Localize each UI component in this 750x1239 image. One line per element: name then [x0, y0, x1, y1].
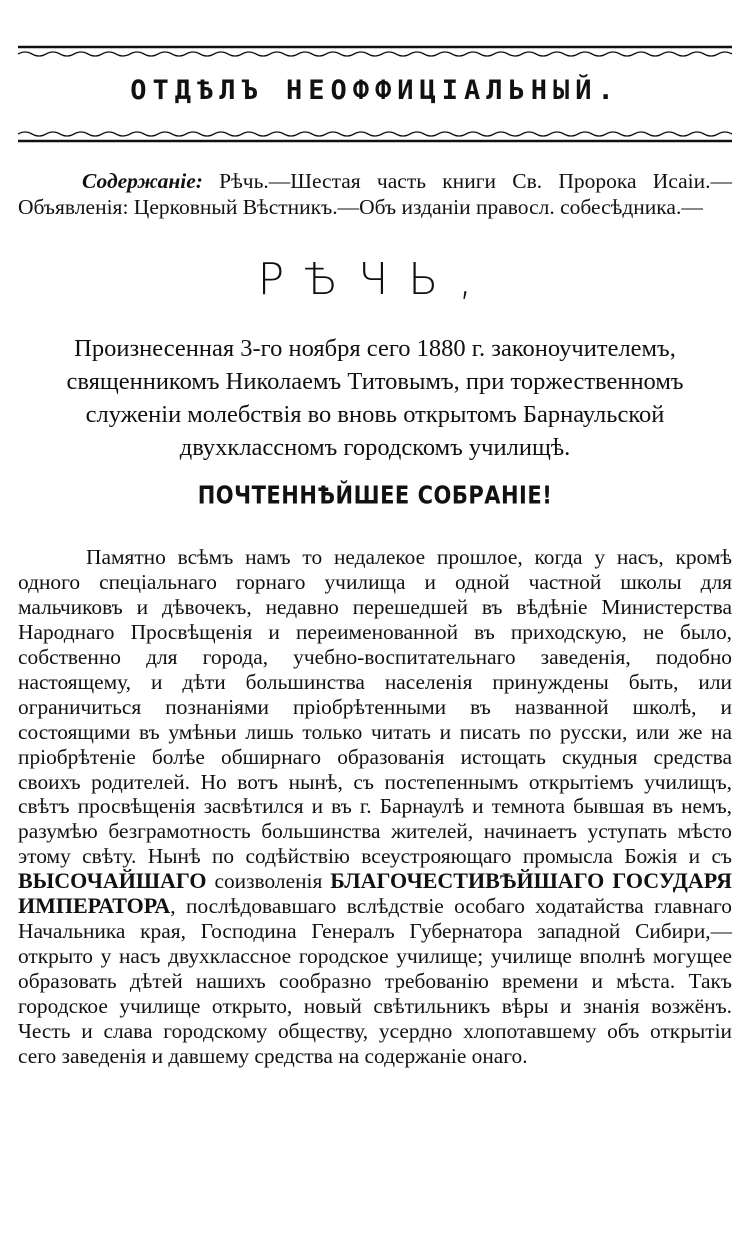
speech-subtitle: Произнесенная 3-го ноября сего 1880 г. законоучителемъ, священникомъ Николаемъ Титовымъ, при торжественномъ служеніи молебствія во вновь открытомъ Барнаульской двухклассномъ городскомъ училищѣ. — [66, 335, 684, 461]
paragraph-text-part1: Памятно всѣмъ намъ то недалекое прошлое, когда у насъ, кромѣ одного спеціальнаго горнаго училища и одной частной школы для мальчиковъ и дѣвочекъ, недавно перешедшей въ вѣдѣніе Министерства Народнаго Просвѣщенія и переименованной въ приходскую, не было, собственно для города, учебно-воспитательнаго заведенія, подобно настоящему, и дѣти большинства населенія принуждены быть, или ограничиться познаніями пріобрѣтенными въ названной школѣ, и состоящими въ умѣньи лишь только читать и писать по русски, или же на пріобрѣтеніе болѣе обширнаго образованія истощать скудныя средства своихъ родителей. Но вотъ нынѣ, съ постепеннымъ открытіемъ училищъ, свѣтъ просвѣщенія засвѣтился и въ г. Барнаулѣ и темнота бывшая въ немъ, разумѣю безграмотность большинства жителей, начинаетъ уступать мѣсто этому свѣту. Нынѣ по содѣйствію всеустрояющаго промысла Божія и съ — [18, 545, 732, 869]
paragraph-text-part2: соизволенія — [206, 869, 331, 894]
newspaper-page — [18, 0, 732, 1239]
speech-title: РѢЧЬ, — [257, 254, 493, 305]
contents-ornamental-rule — [18, 128, 732, 146]
top-ornamental-rule — [18, 44, 732, 62]
table-of-contents — [18, 168, 732, 220]
speech-body-paragraph — [18, 545, 732, 1068]
emphasized-caps-1: ВЫСОЧАЙШАГО — [18, 868, 207, 894]
paragraph-text-part3: , послѣдовавшаго вслѣдствіе особаго ходатайства главнаго Начальника края, Господина Генералъ Губернатора западной Сибири,—открыто у насъ двухклассное городское училище; училище вполнѣ могущее образовать дѣтей нашихъ сообразно требованію времени и мѣста. Такъ городское училище открыто, новый свѣтильникъ вѣры и знанія возжёнъ. Честь и слава городскому обществу, усердно хлопотавшему объ открытіи сего заведенія и давшему средства на содержаніе онаго. — [18, 894, 732, 1068]
contents-text: Рѣчь.—Шестая часть книги Св. Пророка Исаіи.—Объявленія: Церковный Вѣстникъ.—Объ изданіи правосл. собесѣдника.— — [18, 168, 732, 219]
emphasized-caps-2: БЛАГОЧЕСТИВѢЙШАГО ГОСУДАРЯ ИМПЕРАТОРА — [18, 868, 732, 919]
contents-label: Содержаніе: — [82, 168, 203, 193]
speech-salutation: ПОЧТЕННѢЙШЕЕ СОБРАНІЕ! — [197, 480, 553, 510]
section-title: ОТДѢЛЪ НЕОФФИЦІАЛЬНЫЙ. — [130, 75, 620, 106]
